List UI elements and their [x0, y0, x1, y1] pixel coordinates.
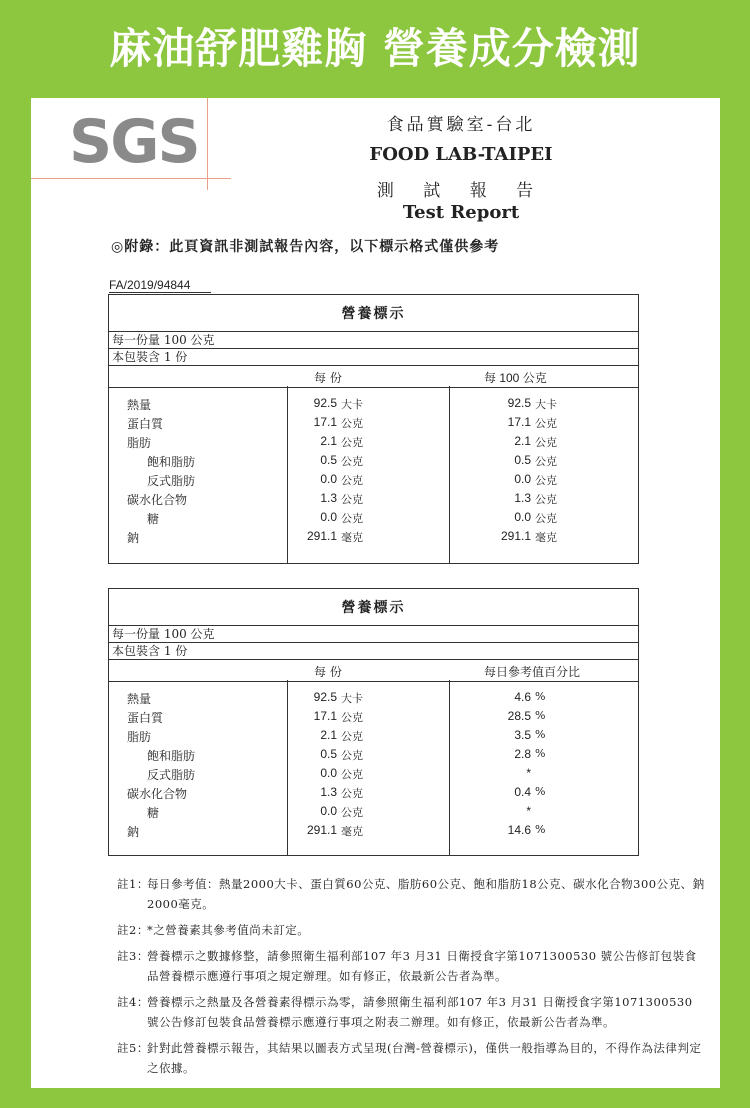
second-column-value: * [526, 804, 531, 818]
footnote-text: *之營養素其參考值尚未訂定。 [147, 923, 310, 937]
per-serving-unit: 公克 [341, 436, 363, 449]
per-serving-value: 17.1 [313, 415, 337, 429]
per-serving-unit: 公克 [341, 806, 363, 819]
per-serving-value: 1.3 [320, 491, 337, 505]
nutrient-name: 蛋白質 [127, 417, 164, 431]
second-column-unit: 公克 [535, 474, 557, 487]
table-header-row [109, 366, 638, 388]
second-column-unit: % [535, 747, 546, 760]
nutrient-name: 反式脂肪 [147, 768, 196, 782]
per-serving-unit: 毫克 [341, 825, 363, 838]
servings-per-package: 本包裝含 1 份 [109, 643, 638, 660]
footnote-label: 註4： [117, 995, 149, 1009]
per-serving-value: 2.1 [320, 434, 337, 448]
per-serving-unit: 公克 [341, 787, 363, 800]
second-column-value: 291.1 [500, 529, 531, 543]
second-column-unit: 公克 [535, 436, 557, 449]
per-serving-value: 0.0 [320, 472, 337, 486]
table-row [109, 804, 638, 823]
footnote-label: 註2： [117, 923, 149, 937]
table-header-row [109, 660, 638, 682]
sgs-logo: SGS [69, 107, 199, 177]
table-row [109, 529, 638, 548]
serving-size: 每一份量 100 公克 [109, 626, 638, 643]
nutrient-name: 脂肪 [127, 436, 152, 450]
nutrient-name: 飽和脂肪 [147, 455, 196, 469]
per-serving-unit: 公克 [341, 512, 363, 525]
second-column-value: * [526, 766, 531, 780]
second-column-unit: % [535, 823, 546, 836]
table-row [109, 434, 638, 453]
second-column-value: 3.5 [514, 728, 531, 742]
nutrient-name: 熱量 [127, 692, 152, 706]
second-column-unit: 毫克 [535, 531, 557, 544]
footnote [117, 1038, 707, 1078]
table-row [109, 453, 638, 472]
footnote-text: 針對此營養標示報告，其結果以圖表方式呈現(台灣-營養標示)，僅供一般指導為目的，不得作為法律判定之依據。 [147, 1041, 702, 1075]
second-column-value: 1.3 [514, 491, 531, 505]
per-serving-unit: 公克 [341, 768, 363, 781]
per-serving-unit: 公克 [341, 417, 363, 430]
per-serving-unit: 毫克 [341, 531, 363, 544]
table-row [109, 823, 638, 842]
footnote-label: 註3： [117, 949, 149, 963]
second-column-unit: % [535, 690, 546, 703]
second-column-value: 0.5 [514, 453, 531, 467]
column-header-per-100g: 每 100 公克 [484, 371, 547, 385]
logo-divider-vertical [207, 98, 208, 190]
nutrient-name: 蛋白質 [127, 711, 164, 725]
table-row [109, 472, 638, 491]
footnote [117, 874, 707, 914]
footnote-text: 營養標示之數據修整，請參照衛生福利部107 年3 月31 日衛授食字第1071300530 號公告修訂包裝食品營養標示應遵行事項之規定辦理。如有修正，依最新公告者為準。 [147, 949, 697, 983]
per-serving-value: 92.5 [313, 396, 337, 410]
report-title-en: Test Report [402, 202, 520, 223]
second-column-value: 2.1 [514, 434, 531, 448]
second-column-value: 0.0 [514, 510, 531, 524]
column-header-daily-value: 每日參考值百分比 [484, 665, 581, 679]
nutrient-name: 飽和脂肪 [147, 749, 196, 763]
second-column-unit: 大卡 [535, 398, 557, 411]
per-serving-value: 17.1 [313, 709, 337, 723]
footnote [117, 920, 707, 940]
per-serving-value: 291.1 [306, 823, 337, 837]
second-column-unit: 公克 [535, 493, 557, 506]
footnote-text: 營養標示之熱量及各營養素得標示為零，請參照衛生福利部107 年3 月31 日衛授食字第1071300530 號公告修訂包裝食品營養標示應遵行事項之附表二辦理。如有修正，依最新公告者為準。 [147, 995, 693, 1029]
nutrient-name: 鈉 [127, 531, 140, 545]
second-column-value: 17.1 [507, 415, 531, 429]
per-serving-unit: 公克 [341, 749, 363, 762]
footnote [117, 992, 707, 1032]
report-number: FA/2019/94844 [109, 278, 191, 292]
footnotes [117, 874, 707, 1084]
table-row [109, 728, 638, 747]
lab-name-en: FOOD LAB-TAIPEI [369, 144, 553, 165]
column-header-per-serving: 每 份 [314, 665, 342, 679]
second-column-value: 0.4 [514, 785, 531, 799]
per-serving-value: 0.5 [320, 747, 337, 761]
per-serving-unit: 公克 [341, 730, 363, 743]
footnote-label: 註5： [117, 1041, 149, 1055]
per-serving-value: 291.1 [306, 529, 337, 543]
footnote-text: 每日參考值：熱量2000大卡、蛋白質60公克、脂肪60公克、飽和脂肪18公克、碳水化合物300公克、鈉2000毫克。 [147, 877, 705, 911]
nutrient-name: 糖 [147, 512, 160, 526]
per-serving-value: 0.0 [320, 766, 337, 780]
banner-title: 麻油舒肥雞胸 營養成分檢測 [109, 24, 641, 73]
report-number-underline [109, 292, 211, 293]
per-serving-unit: 公克 [341, 455, 363, 468]
table-row [109, 709, 638, 728]
nutrient-name: 脂肪 [127, 730, 152, 744]
second-column-unit: 公克 [535, 455, 557, 468]
table-row [109, 415, 638, 434]
nutrient-name: 鈉 [127, 825, 140, 839]
per-serving-unit: 大卡 [341, 692, 363, 705]
second-column-unit: 公克 [535, 512, 557, 525]
nutrition-table-per-100g [108, 294, 639, 564]
table-title: 營養標示 [109, 295, 638, 332]
second-column-unit: % [535, 785, 546, 798]
nutrition-table-daily-value [108, 588, 639, 856]
per-serving-value: 92.5 [313, 690, 337, 704]
lab-name-zh: 食品實驗室-台北 [386, 115, 536, 135]
report-page [31, 98, 720, 1088]
per-serving-value: 1.3 [320, 785, 337, 799]
table-row [109, 396, 638, 415]
second-column-value: 92.5 [507, 396, 531, 410]
per-serving-unit: 公克 [341, 474, 363, 487]
per-serving-value: 0.0 [320, 510, 337, 524]
table-row [109, 510, 638, 529]
per-serving-unit: 公克 [341, 493, 363, 506]
second-column-unit: % [535, 709, 546, 722]
footnote-label: 註1： [117, 877, 149, 891]
per-serving-unit: 公克 [341, 711, 363, 724]
second-column-unit: % [535, 728, 546, 741]
nutrient-name: 糖 [147, 806, 160, 820]
table-row [109, 766, 638, 785]
nutrient-name: 碳水化合物 [127, 493, 188, 507]
second-column-value: 2.8 [514, 747, 531, 761]
footnote [117, 946, 707, 986]
nutrient-name: 碳水化合物 [127, 787, 188, 801]
column-header-per-serving: 每 份 [314, 371, 342, 385]
servings-per-package: 本包裝含 1 份 [109, 349, 638, 366]
appendix-notice: ◎附錄：此頁資訊非測試報告內容，以下標示格式僅供參考 [111, 239, 500, 255]
logo-divider-horizontal [31, 178, 231, 179]
per-serving-value: 0.5 [320, 453, 337, 467]
second-column-value: 28.5 [507, 709, 531, 723]
per-serving-value: 2.1 [320, 728, 337, 742]
serving-size: 每一份量 100 公克 [109, 332, 638, 349]
table-row [109, 785, 638, 804]
table-row [109, 747, 638, 766]
second-column-value: 14.6 [507, 823, 531, 837]
nutrient-name: 熱量 [127, 398, 152, 412]
table-row [109, 690, 638, 709]
table-title: 營養標示 [109, 589, 638, 626]
second-column-value: 0.0 [514, 472, 531, 486]
table-row [109, 491, 638, 510]
per-serving-value: 0.0 [320, 804, 337, 818]
nutrient-name: 反式脂肪 [147, 474, 196, 488]
per-serving-unit: 大卡 [341, 398, 363, 411]
second-column-value: 4.6 [514, 690, 531, 704]
report-title-zh: 測 試 報 告 [376, 181, 546, 201]
second-column-unit: 公克 [535, 417, 557, 430]
